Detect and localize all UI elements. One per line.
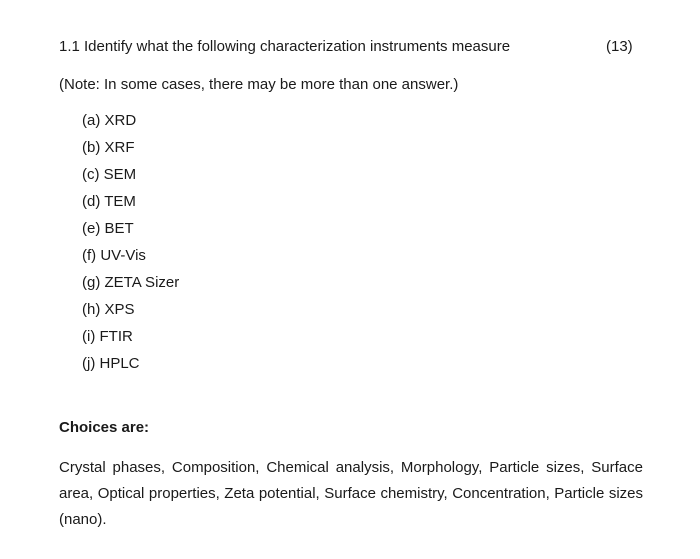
instrument-item-zeta-sizer: (g) ZETA Sizer	[82, 274, 180, 291]
choices-heading: Choices are:	[59, 419, 150, 436]
instrument-item-tem: (d) TEM	[82, 193, 136, 210]
instrument-item-xrd: (a) XRD	[82, 112, 137, 129]
question-title: 1.1 Identify what the following characterization instruments measure	[59, 38, 511, 55]
question-note: (Note: In some cases, there may be more than one answer.)	[59, 76, 459, 93]
instrument-item-ftir: (i) FTIR	[82, 328, 133, 345]
instrument-item-sem: (c) SEM	[82, 166, 137, 183]
choices-text: Crystal phases, Composition, Chemical analysis, Morphology, Particle sizes, Surface area, Optical properties, Zeta potential, Surface chemistry, Concentration, Particle sizes (nano).	[59, 459, 643, 528]
instrument-item-xrf: (b) XRF	[82, 139, 135, 156]
instrument-list	[82, 112, 179, 382]
marks-label: (13)	[606, 38, 633, 55]
instrument-item-hplc: (j) HPLC	[82, 355, 140, 372]
instrument-item-uv-vis: (f) UV-Vis	[82, 247, 146, 264]
instrument-item-bet: (e) BET	[82, 220, 134, 237]
instrument-item-xps: (h) XPS	[82, 301, 135, 318]
